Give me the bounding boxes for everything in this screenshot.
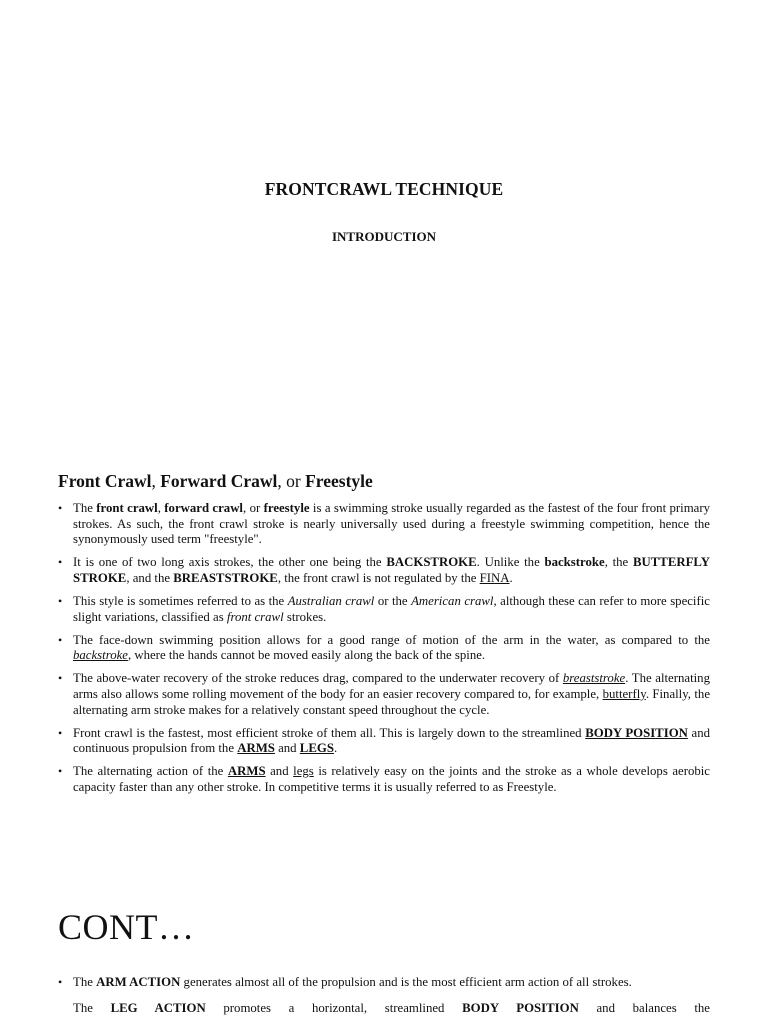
link-arms[interactable]: ARMS <box>237 741 275 756</box>
text: is relatively easy on the joints and the stroke as a whole develops aerobic capacity faster than any other stroke. In competitive terms it is usually referred to as Freestyle. <box>73 764 710 794</box>
bold-term: LEG ACTION <box>110 1001 206 1015</box>
bullet-dot: • <box>58 555 63 570</box>
list-item <box>58 764 710 795</box>
text: . Finally, the alternating arm stroke makes for a relatively constant speed throughout the cycle. <box>73 686 710 717</box>
leg-action-paragraph <box>73 1001 710 1017</box>
text: The above-water recovery of the stroke reduces drag, compared to the underwater recovery of <box>73 671 563 686</box>
text: The alternating action of the <box>73 764 228 779</box>
text: or the <box>374 593 412 608</box>
link-legs[interactable]: legs <box>293 764 314 779</box>
bullet-dot: • <box>58 593 63 608</box>
text: and <box>274 741 300 756</box>
bullet-dot: • <box>58 725 63 740</box>
bold-term: BUTTERFLY STROKE <box>73 555 711 585</box>
text: , the front crawl is not regulated by the <box>277 570 480 585</box>
text: and <box>265 764 294 779</box>
bold-term: freestyle <box>263 501 310 515</box>
text: , the <box>604 555 633 570</box>
text: , although these can refer to more specific slight variations, classified as <box>73 593 710 624</box>
link-fina[interactable]: FINA <box>479 570 510 585</box>
text: . <box>333 741 338 756</box>
link-butterfly[interactable]: butterfly <box>602 686 646 701</box>
bold-term: front crawl <box>96 501 158 515</box>
bullet-dot: • <box>58 671 63 686</box>
bold-term: BACKSTROKE <box>386 555 477 570</box>
text: strokes. <box>283 609 327 624</box>
heading-forward-crawl: Forward Crawl <box>160 471 278 491</box>
text: . Unlike the <box>476 555 545 570</box>
bullet-dot: • <box>58 632 63 647</box>
text: , or <box>243 501 264 515</box>
text: The <box>73 1001 111 1015</box>
text: , <box>157 501 165 515</box>
heading-sep-2: , or <box>277 471 306 491</box>
cont-bullet-list <box>58 975 710 991</box>
text: Front crawl is the fastest, most efficient stroke of them all. This is largely down to the streamlined <box>73 725 586 740</box>
list-item <box>58 555 710 586</box>
list-item <box>58 501 710 548</box>
bold-term: backstroke <box>544 555 605 570</box>
text: The <box>73 975 97 989</box>
list-item <box>58 671 710 718</box>
text: promotes a horizontal, streamlined <box>205 1001 463 1015</box>
bold-term: BREASTSTROKE <box>173 570 278 585</box>
list-item <box>58 975 710 991</box>
text: and continuous propulsion from the <box>73 725 711 756</box>
bullet-dot: • <box>58 501 63 515</box>
heading-freestyle: Freestyle <box>305 471 373 491</box>
list-item <box>58 726 710 757</box>
text: The <box>73 501 97 515</box>
cont-heading: CONT… <box>58 907 195 947</box>
heading-front-crawl: Front Crawl <box>58 471 152 491</box>
page-title: FRONTCRAWL TECHNIQUE <box>264 179 504 199</box>
text: , where the hands cannot be moved easily along the back of the spine. <box>127 648 486 663</box>
link-breaststroke[interactable]: breaststroke <box>562 671 626 686</box>
italic-term: American crawl <box>411 593 494 608</box>
page-subtitle: INTRODUCTION <box>331 229 436 244</box>
heading-sep-1: , <box>151 471 161 491</box>
link-body-position[interactable]: BODY POSITION <box>585 725 688 740</box>
text: The face-down swimming position allows for a good range of motion of the arm in the water, as compared to the <box>73 632 710 647</box>
bullet-dot: • <box>58 975 63 989</box>
link-arms[interactable]: ARMS <box>227 764 266 779</box>
text: , and the <box>126 570 174 585</box>
link-legs[interactable]: LEGS <box>299 741 334 756</box>
list-item <box>58 633 710 664</box>
section-heading <box>58 471 373 492</box>
text: and balances the <box>578 1001 710 1015</box>
text: It is one of two long axis strokes, the other one being the <box>73 555 387 570</box>
bullet-dot: • <box>58 764 63 779</box>
italic-term: front crawl <box>226 609 284 624</box>
bold-term: forward crawl <box>164 501 243 515</box>
text: . The alternating arms also allows some rolling movement of the body for an easier recovery compared to, for example, <box>73 671 710 701</box>
list-item <box>58 594 710 625</box>
text: generates almost all of the propulsion and is the most efficient arm action of all strokes. <box>180 975 632 989</box>
text: . <box>509 570 513 585</box>
bullet-list <box>58 501 710 803</box>
bold-term: BODY POSITION <box>462 1001 579 1015</box>
italic-term: Australian crawl <box>287 593 375 608</box>
link-backstroke[interactable]: backstroke <box>73 648 128 663</box>
bold-term: ARM ACTION <box>96 975 181 989</box>
text: This style is sometimes referred to as the <box>73 593 288 608</box>
text: is a swimming stroke usually regarded as the fastest of the four front primary strokes. As such, the front crawl stroke is nearly universally used during a freestyle swimming competition, hence the synonymously used term "freestyle". <box>73 501 711 547</box>
